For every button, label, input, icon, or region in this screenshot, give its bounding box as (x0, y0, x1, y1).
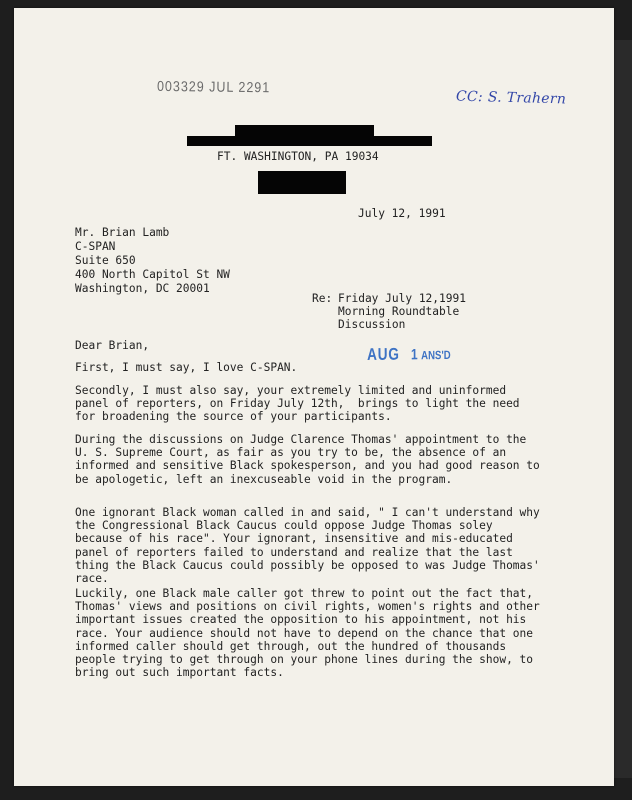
recipient-city: Washington, DC 20001 (75, 282, 210, 295)
letter-date: July 12, 1991 (358, 207, 446, 220)
redaction-bar-phone (258, 171, 346, 194)
body-paragraph-2: Secondly, I must also say, your extremely limited and uninformed panel of reporters, on Friday July 12th, brings to light the need for broadening the source of your participants. (75, 384, 527, 424)
received-stamp-code: 003329 JUL 2291 (156, 78, 271, 96)
body-paragraph-4: One ignorant Black woman called in and said, " I can't understand why the Congressional Black Caucus could oppose Judge Thomas soley because of his race". Your ignorant, insensitive and mis-educated panel of reporters failed to understand and realize that the last thing the Black Caucus could possibly be opposed to was Judge Thomas' race. (75, 506, 547, 586)
letterhead-city-line: FT. WASHINGTON, PA 19034 (217, 150, 379, 163)
re-line-2: Morning Roundtable (338, 305, 460, 318)
recipient-suite: Suite 650 (75, 254, 136, 267)
answered-stamp-month: AUG (367, 344, 400, 364)
recipient-org: C-SPAN (75, 240, 116, 253)
re-label: Re: (312, 292, 333, 305)
handwritten-cc-note: CC: S. Trahern (455, 88, 567, 108)
scan-edge (614, 40, 632, 778)
re-line-3: Discussion (338, 318, 406, 331)
recipient-name: Mr. Brian Lamb (75, 226, 170, 239)
recipient-street: 400 North Capitol St NW (75, 268, 230, 281)
body-paragraph-1: First, I must say, I love C-SPAN. (75, 361, 298, 374)
body-paragraph-3: During the discussions on Judge Clarence Thomas' appointment to the U. S. Supreme Court, as fair as you try to be, the absence of an informed and sensitive Black spokesperson, and you had good reason to be apologetic, left an inexcuseable void in the program. (75, 433, 547, 486)
salutation: Dear Brian, (75, 339, 150, 352)
body-paragraph-5: Luckily, one Black male caller got threw to point out the fact that, Thomas' views and positions on civil rights, women's rights and other important issues created the opposition to his appointment, not his race. Your audience should not have to depend on the chance that one informed caller should get through, out the hundred of thousands people trying to get through on your phone lines during the show, to bring out such important facts. (75, 587, 547, 680)
redaction-bar-address (187, 136, 432, 146)
answered-stamp-label: ANS'D (421, 347, 451, 363)
re-line-1: Friday July 12,1991 (338, 292, 466, 305)
redaction-bar-name (235, 125, 374, 136)
answered-stamp-day: 1 (410, 346, 418, 364)
